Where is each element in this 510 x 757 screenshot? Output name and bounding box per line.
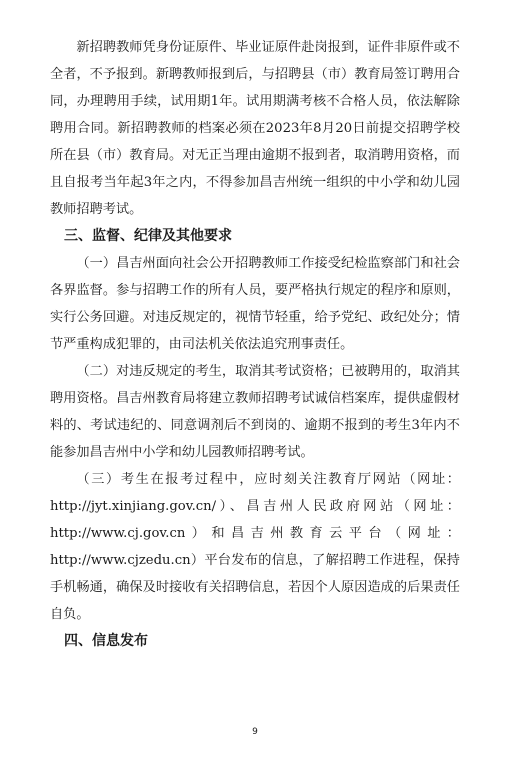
paragraph-supervision-item-3: （三）考生在报考过程中，应时刻关注教育厅网站（网址：http://jyt.xinjiang.gov.cn/）、昌吉州人民政府网站（网址：http://www.cj.gov.cn）和昌吉州教育云平台（网址：http://www.cjzedu.cn）平台发布的信息，了解招聘工作进程，保持手机畅通，确保及时接收有关招聘信息，若因个人原因造成的后果责任自负。 [50,472,460,622]
paragraph-supervision-item-1: （一）昌吉州面向社会公开招聘教师工作接受纪检监察部门和社会各界监督。参与招聘工作的所有人员，要严格执行规定的程序和原则，实行公务回避。对违反规定的，视情节轻重，给予党纪、政纪处分；情节严重构成犯罪的，由司法机关依法追究刑事责任。 [50,256,460,352]
section-heading-information-release: 四、信息发布 [64,633,148,649]
page-number: 9 [252,727,258,737]
paragraph-supervision-item-2: （二）对违反规定的考生，取消其考试资格；已被聘用的，取消其聘用资格。昌吉州教育局将建立教师招聘考试诚信档案库，提供虚假材料的、考试违纪的、同意调剂后不到岗的、逾期不报到的考生3年内不能参加昌吉州中小学和幼儿园教师招聘考试。 [50,364,460,460]
section-heading-supervision: 三、监督、纪律及其他要求 [64,228,232,244]
paragraph-report-for-duty: 新招聘教师凭身份证原件、毕业证原件赴岗报到，证件非原件或不全者，不予报到。新聘教师报到后，与招聘县（市）教育局签订聘用合同，办理聘用手续，试用期1年。试用期满考核不合格人员，依法解除聘用合同。新招聘教师的档案必须在2023年8月20日前提交招聘学校所在县（市）教育局。对无正当理由逾期不报到者，取消聘用资格，而且自报考当年起3年之内，不得参加昌吉州统一组织的中小学和幼儿园教师招聘考试。 [50,40,460,217]
